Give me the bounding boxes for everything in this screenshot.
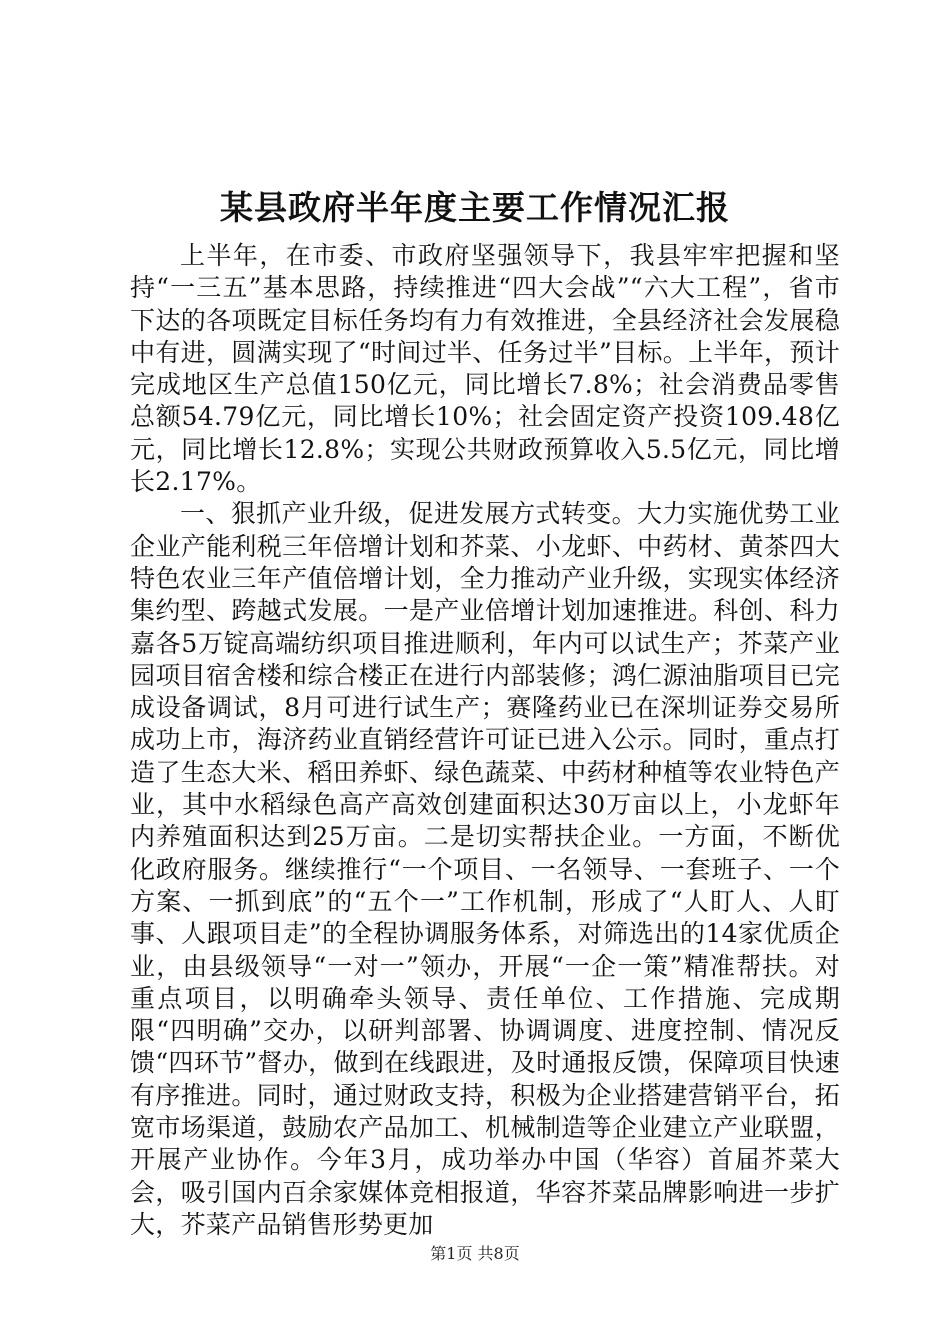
paragraph-industry-upgrade: 一、狠抓产业升级，促进发展方式转变。大力实施优势工业企业产能利税三年倍增计划和芥菜、小龙虾、中药材、黄茶四大特色农业三年产值倍增计划，全力推动产业升级，实现实体经济集约型、跨越式发展。一是产业倍增计划加速推进。科创、科力嘉各5万锭高端纺织项目推进顺利，年内可以试生产；芥菜产业园项目宿舍楼和综合楼正在进行内部装修；鸿仁源油脂项目已完成设备调试，8月可进行试生产；赛隆药业已在深圳证券交易所成功上市，海济药业直销经营许可证已进入公示。同时，重点打造了生态大米、稻田养虾、绿色蔬菜、中药材种植等农业特色产业，其中水稻绿色高产高效创建面积达30万亩以上，小龙虾年内养殖面积达到25万亩。二是切实帮扶企业。一方面，不断优化政府服务。继续推行“一个项目、一名领导、一套班子、一个方案、一抓到底”的“五个一”工作机制，形成了“人盯人、人盯事、人跟项目走”的全程协调服务体系，对筛选出的14家优质企业，由县级领导“一对一”领办，开展“一企一策”精准帮扶。对重点项目，以明确牵头领导、责任单位、工作措施、完成期限“四明确”交办，以研判部署、协调调度、进度控制、情况反馈“四环节”督办，做到在线跟进，及时通报反馈，保障项目快速有序推进。同时，通过财政支持，积极为企业搭建营销平台，拓宽市场渠道，鼓励农产品加工、机械制造等企业建立产业联盟，开展产业协作。今年3月，成功举办中国（华容）首届芥菜大会，吸引国内百余家媒体竞相报道，华容芥菜品牌影响进一步扩大，芥菜产品销售形势更加 (130, 499, 840, 1239)
paragraph-intro: 上半年，在市委、市政府坚强领导下，我县牢牢把握和坚持“一三五”基本思路，持续推进“四大会战”“六大工程”，省市下达的各项既定目标任务均有力有效推进，全县经济社会发展稳中有进，圆满实现了“时间过半、任务过半”目标。上半年，预计完成地区生产总值150亿元，同比增长7.8%；社会消费品零售总额54.79亿元，同比增长10%；社会固定资产投资109.48亿元，同比增长12.8%；实现公共财政预算收入5.5亿元，同比增长2.17%。 (130, 241, 840, 497)
page-footer: 第1页 共8页 (430, 1244, 520, 1263)
document-body (130, 240, 840, 1241)
document-title: 某县政府半年度主要工作情况汇报 (220, 188, 730, 227)
